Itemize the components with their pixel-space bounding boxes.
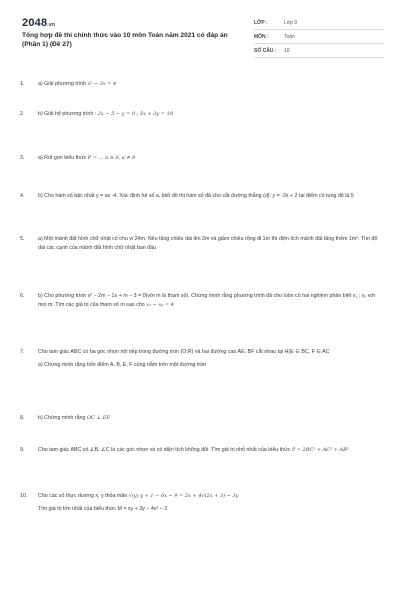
question-8: 8. b) Chứng minh rằng OC ⊥ EF — [20, 415, 110, 421]
question-7: 7. Cho tam giác ABC có ba góc nhọn nội tiếp trong đường tròn (O;R) và hai đường cao AE, BF cắt nhau tại H(E ∈ BC, F ∈ AC a) Chứng minh rằng bốn điểm A, B, E, F cùng nằm trên một đường tròn — [20, 349, 330, 368]
question-5: 5. a) Một mảnh đất hình chữ nhật có chu vi 24m. Nếu tăng chiều dài lên 2m và giảm chiều rộng đi 1m thì diện tích mảnh đất tăng thêm 1m². Tìm độ dài các cạnh của mảnh đất hình chữ nhật ban đầu — [20, 236, 378, 251]
question-1: 1. a) Giải phương trình x² − 3x = 4 — [20, 81, 117, 87]
info-panel — [254, 16, 384, 58]
info-row-count: SỐ CÂU : 10 — [254, 44, 384, 58]
question-2: 2. b) Giải hệ phương trình : 2x − 5 − y = 0 ; 5x + 3y = 18 — [20, 111, 174, 117]
question-9: 9. Cho tam giác ABC có ∠B, ∠C là các góc nhọn và có diện tích không đổi. Tìm giá trị nhỏ nhất của biểu thức P = 2BC² + AC² + AB² — [20, 447, 349, 453]
info-row-subject: MÔN : Toán — [254, 30, 384, 44]
site-logo[interactable]: 2048.vn — [22, 17, 56, 29]
page-title: Tổng hợp đề thi chính thức vào 10 môn Toán năm 2021 có đáp án (Phần 1) (Đề 27) — [22, 32, 228, 49]
question-6: 6. b) Cho phương trình x² − 2m − 1x + m − 3 = 0(với m là tham số). Chứng minh rằng phương trình đã cho luôn có hai nghiệm phân biệt x₁ ; x₂ với mọi m. Tìm các giá trị của tham số m sao cho x₁ − x₂ = 4 — [20, 293, 376, 308]
question-3: 3. a) Rút gọn biểu thức P = … a ≥ 0, a ≠ 9 — [20, 155, 136, 161]
question-4: 4. b) Cho hàm số bậc nhất y = ax -4. Xác định hệ số a, biết đồ thị hàm số đã cho cắt đường thẳng (d): y = -3x + 2 tại điểm có tung độ là 5 — [20, 193, 354, 199]
info-row-class: LỚP : Lớp 9 — [254, 16, 384, 30]
question-10: 10. Cho các số thực dương x, y thỏa mãn √(y) y + 1 − 6x − 9 = 2x + 4√(2x + 3) − 3y Tìm giá trị lớn nhất của biểu thức M = xy + 3y − 4x² − 3 — [20, 493, 239, 512]
